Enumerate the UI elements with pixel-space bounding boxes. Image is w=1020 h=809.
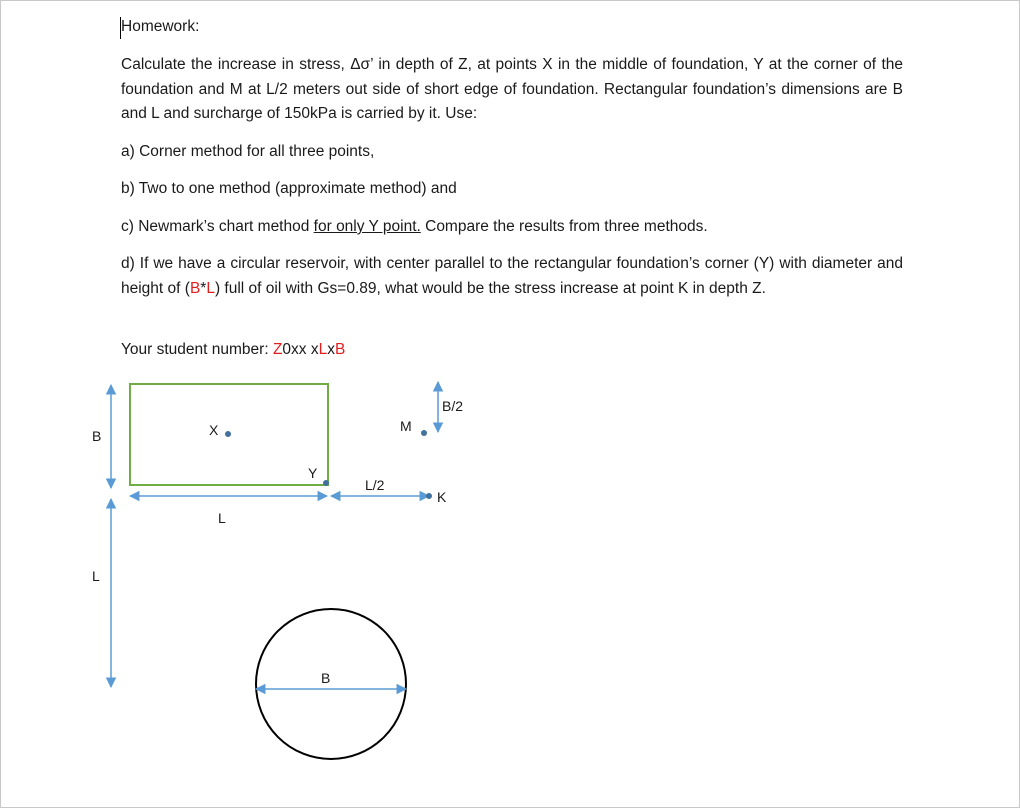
student-x: x	[327, 341, 335, 358]
point-x	[225, 431, 231, 437]
point-y	[323, 480, 329, 486]
student-b: B	[334, 341, 346, 358]
label-y: Y	[308, 465, 318, 481]
foundation-diagram	[1, 1, 1020, 809]
point-k	[426, 493, 432, 499]
label-l-half: L/2	[365, 477, 385, 493]
item-b: b) Two to one method (approximate method) and	[121, 180, 457, 197]
item-a: a) Corner method for all three points,	[121, 143, 375, 160]
label-b-left: B	[92, 428, 102, 444]
label-l-bottom: L	[218, 510, 226, 526]
label-m: M	[400, 418, 412, 434]
student-l: L	[318, 341, 328, 358]
point-m	[421, 430, 427, 436]
item-d-b: B	[189, 279, 201, 297]
heading: Homework:	[121, 18, 200, 35]
item-d-star: *	[200, 279, 207, 297]
reservoir-circle	[256, 609, 406, 759]
intro-paragraph: Calculate the increase in stress, Δσ’ in depth of Z, at points X in the middle of foundation, Y at the corner of the foundation and M at L/2 meters out side of short edge of foundation. Rectangular foundation’s dimensions are B and L and surcharge of 150kPa is carried by it. Use:	[121, 56, 903, 122]
item-c-post: Compare the results from three methods.	[420, 218, 708, 235]
label-x: X	[209, 422, 219, 438]
student-z: Z	[272, 341, 283, 358]
label-b-circle: B	[321, 670, 331, 686]
item-d-pre: d) If we have a circular reservoir, with center parallel to the rectangular foundation’s corner (Y) with diameter and height of (	[121, 255, 903, 297]
item-c-pre: c) Newmark’s chart method	[121, 218, 314, 235]
student-xx: 0xx x	[282, 341, 319, 358]
item-d-post: ) full of oil with Gs=0.89, what would be the stress increase at point K in depth Z.	[214, 279, 766, 297]
item-d-l: L	[206, 279, 215, 297]
label-k: K	[437, 489, 447, 505]
student-label: Your student number:	[121, 341, 273, 358]
item-c-underlined: for only Y point.	[313, 218, 421, 235]
label-b-half: B/2	[442, 398, 464, 414]
label-l-left: L	[92, 568, 100, 584]
